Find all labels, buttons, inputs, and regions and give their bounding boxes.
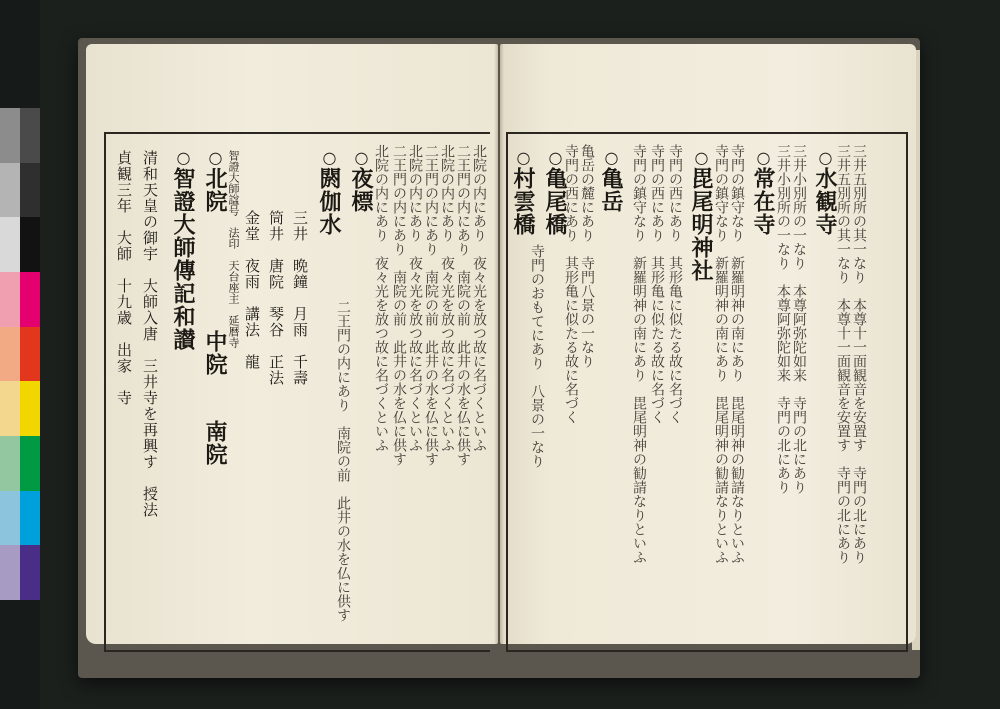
entry-title: 村雲橋 — [510, 167, 536, 236]
calibration-row — [0, 491, 40, 546]
section-text: 清和天皇の御宇 大師入唐 三井寺を再興す 授法 — [141, 150, 159, 518]
section-sub-title: 南院 — [202, 420, 228, 466]
calibration-row — [0, 381, 40, 436]
calibration-patch — [0, 491, 20, 546]
entry-mark: ○ — [754, 148, 773, 167]
section-mark: ○ — [206, 148, 225, 167]
calibration-patch — [20, 163, 40, 218]
running-text: 二王門の内にあり 南院の前 此井の水を仏に供す — [423, 144, 439, 466]
section-title: 北院 — [202, 167, 228, 213]
entry-mark: ○ — [602, 148, 621, 167]
entry-mark: ○ — [352, 148, 371, 167]
running-text: 北院の内にあり 夜々光を放つ故に名づくといふ — [439, 144, 455, 452]
calibration-patch — [20, 381, 40, 436]
scene-item: 夜雨 — [243, 258, 261, 290]
entry-text: 亀岳の麓にあり 寺門八景の一なり — [579, 144, 595, 368]
entry-title: 夜標 — [348, 167, 374, 213]
entry-text-continued: 寺門の西にあり 其形亀に似たる故に名づく — [563, 144, 579, 424]
color-calibration-strip — [0, 108, 40, 600]
calibration-row — [0, 217, 40, 272]
calibration-patch — [0, 108, 20, 163]
calibration-patch — [0, 381, 20, 436]
entry-text-continued: 寺門の鎮守なり 新羅明神の南にあり 毘尾明神の勧請なりといふ — [631, 144, 647, 564]
colophon-text: 貞観三年 大師 十九歳 出家 寺 — [115, 150, 133, 406]
calibration-patch — [0, 436, 20, 491]
scene-item: 筒井 — [267, 210, 285, 242]
calibration-row — [0, 163, 40, 218]
entry-mark: ○ — [816, 148, 835, 167]
entry-text-continued: 三井五別所の其一なり 本尊十一面観音を安置す 寺門の北にあり — [835, 144, 851, 564]
section-column — [172, 148, 194, 351]
entry-text: 寺門の鎮守なり 新羅明神の南にあり 毘尾明神の勧請なりといふ — [729, 144, 745, 564]
calibration-patch — [0, 217, 20, 272]
running-text: 二王門の内にあり 南院の前 此井の水を仏に供す — [455, 144, 471, 466]
scene-list — [244, 210, 259, 370]
scene-item: 千壽 — [291, 354, 309, 386]
calibration-patch — [20, 491, 40, 546]
entry-column — [318, 148, 340, 236]
book-gutter — [494, 44, 504, 644]
scene-item: 金堂 — [243, 210, 261, 242]
running-text: 二王門の内にあり 南院の前 此井の水を仏に供す — [391, 144, 407, 466]
calibration-patch — [20, 327, 40, 382]
section-title: 智證大師傳記和讃 — [170, 167, 196, 351]
calibration-row — [0, 272, 40, 327]
running-text: 北院の内にあり 夜々光を放つ故に名づくといふ — [407, 144, 423, 452]
calibration-patch — [20, 272, 40, 327]
scene-item: 講法 — [243, 306, 261, 338]
scene-item: 龍 — [243, 354, 261, 370]
entry-title: 亀尾橋 — [542, 167, 568, 236]
calibration-patch — [0, 272, 20, 327]
scene-item: 琴谷 — [267, 306, 285, 338]
entry-text-continued: 寺門の西にあり 其形亀に似たる故に名づく — [649, 144, 665, 424]
scene-item: 月雨 — [291, 306, 309, 338]
scene-item: 正法 — [267, 354, 285, 386]
entry-column — [512, 148, 534, 236]
entry-text: 三井小別所の一なり 本尊阿弥陀如来 寺門の北にあり — [791, 144, 807, 494]
scene-item: 三井 — [291, 210, 309, 242]
entry-text-continued: 三井小別所の一なり 本尊阿弥陀如来 寺門の北にあり — [775, 144, 791, 494]
section-sub-title: 中院 — [202, 330, 228, 376]
entry-column — [600, 148, 622, 213]
entry-mark: ○ — [514, 148, 533, 167]
entry-title: 閼伽水 — [316, 167, 342, 236]
calibration-patch — [20, 108, 40, 163]
entry-column — [690, 148, 712, 282]
entry-text: 寺門の西にあり 其形亀に似たる故に名づく — [667, 144, 683, 424]
entry-title: 毘尾明神社 — [688, 167, 714, 282]
entry-mark: ○ — [692, 148, 711, 167]
calibration-patch — [20, 436, 40, 491]
entry-text: 寺門のおもてにあり 八景の一なり — [529, 244, 545, 468]
calibration-patch — [0, 163, 20, 218]
calibration-row — [0, 436, 40, 491]
calibration-row — [0, 545, 40, 600]
section-mark: ○ — [174, 148, 193, 167]
entry-column — [814, 148, 836, 236]
scene-item: 晩鐘 — [291, 258, 309, 290]
entry-text-continued: 寺門の鎮守なり 新羅明神の南にあり 毘尾明神の勧請なりといふ — [713, 144, 729, 564]
scene-list — [292, 210, 307, 386]
entry-column — [350, 148, 372, 213]
entry-title: 常在寺 — [750, 167, 776, 236]
entry-title: 亀岳 — [598, 167, 624, 213]
running-text: 北院の内にあり 夜々光を放つ故に名づくといふ — [471, 144, 487, 452]
entry-mark: ○ — [320, 148, 339, 167]
calibration-row — [0, 327, 40, 382]
entry-column — [752, 148, 774, 236]
entry-text: 三井五別所の其一なり 本尊十一面観音を安置す 寺門の北にあり — [851, 144, 867, 564]
entry-text: 二王門の内にあり 南院の前 此井の水を仏に供す — [335, 300, 351, 622]
calibration-row — [0, 108, 40, 163]
scene-list — [268, 210, 283, 386]
section-note: 智證大師諡号 法印 天台座主 延暦寺 — [227, 150, 240, 348]
entry-text: 北院の内にあり 夜々光を放つ故に名づくといふ — [373, 144, 389, 452]
calibration-patch — [0, 327, 20, 382]
calibration-patch — [20, 217, 40, 272]
scene-item: 唐院 — [267, 258, 285, 290]
calibration-patch — [0, 545, 20, 600]
calibration-patch — [20, 545, 40, 600]
entry-title: 水観寺 — [812, 167, 838, 236]
section-column — [204, 148, 226, 213]
entry-mark: ○ — [546, 148, 565, 167]
